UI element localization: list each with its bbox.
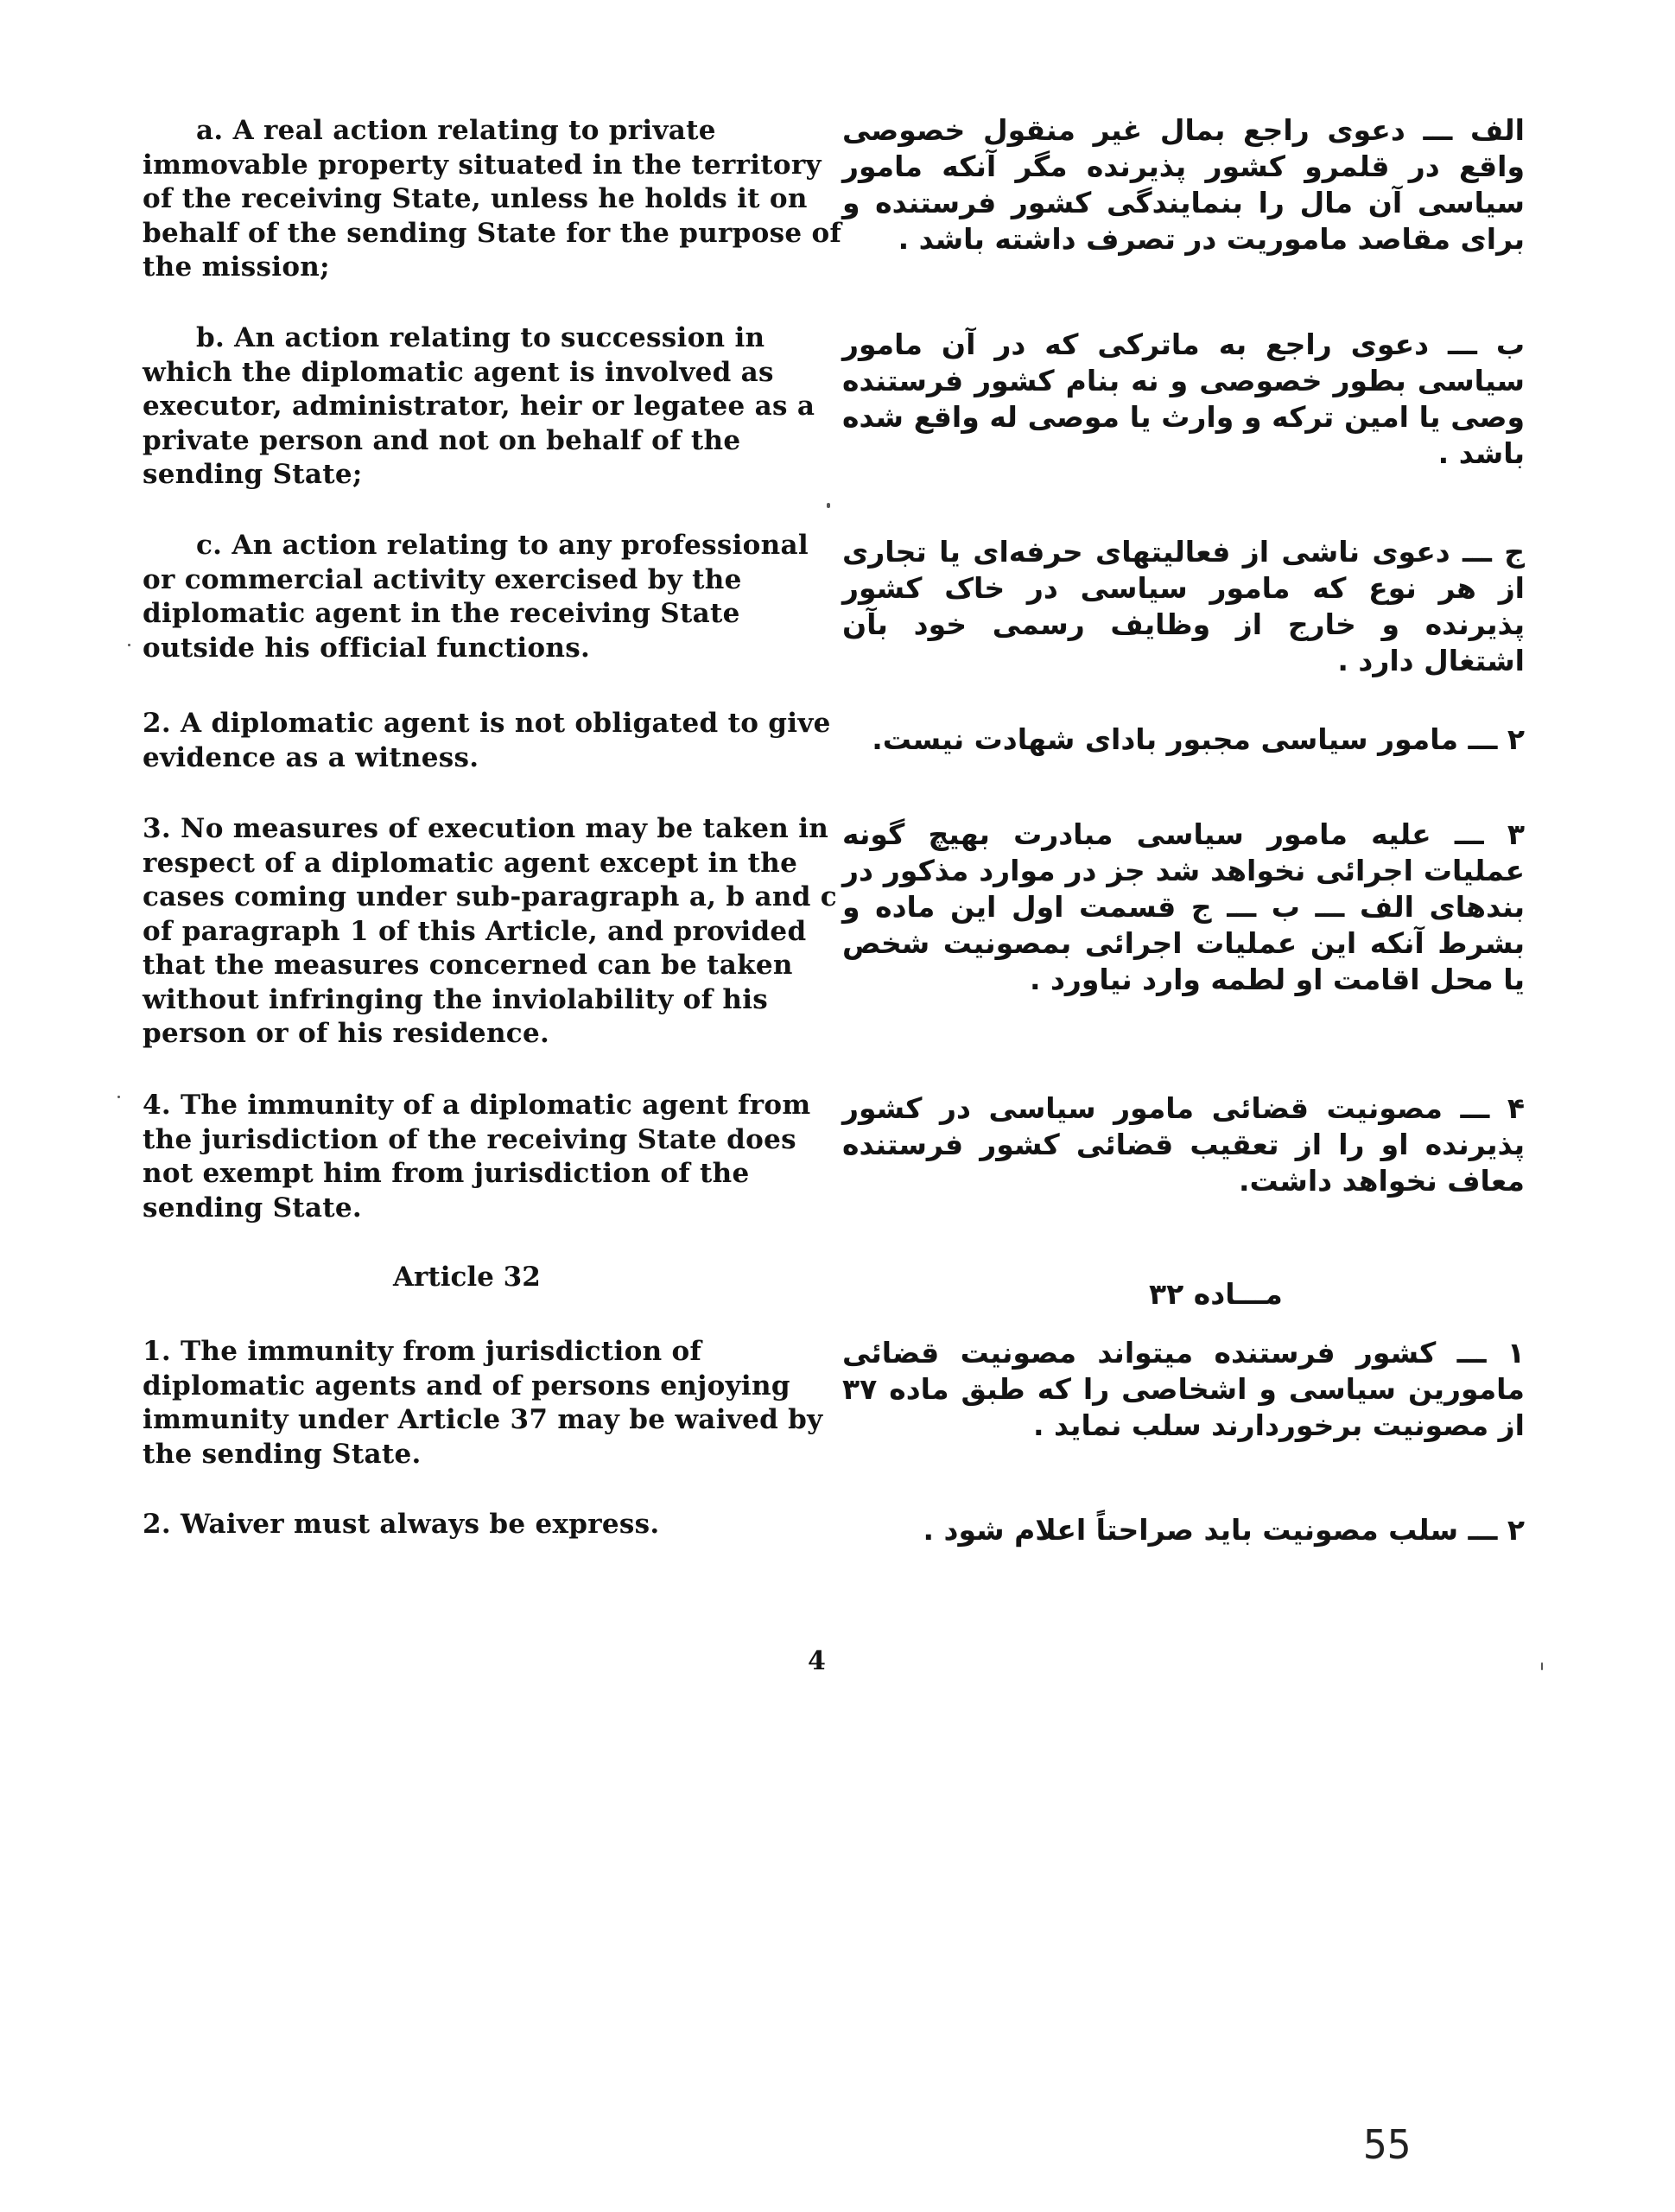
scan-speck xyxy=(128,644,130,646)
english-paragraph-3 xyxy=(143,812,842,1052)
scan-speck xyxy=(117,1096,120,1098)
page-number: 4 xyxy=(808,1646,826,1676)
scan-speck xyxy=(1541,1662,1543,1670)
persian-paragraph-4: ۴ ـــ مصونیت قضائی مامور سیاسی در کشور پذیرنده او را از تعقیب قضائی کشور فرستنده معاف نخواهد داشت. xyxy=(842,1091,1525,1198)
persian-paragraph-a: الف ـــ دعوی راجع بمال غیر منقول خصوصی واقع در قلمرو کشور پذیرنده مگر آنکه مامور سیاسی آن مال را بنمایندگی کشور فرستنده و برای مقاصد ماموریت در تصرف داشته باشد . xyxy=(842,113,1525,256)
english-paragraph-c-text: c. An action relating to any professional or commercial activity exercised by the diplomatic agent in the receiving State outside his official functions. xyxy=(143,530,809,664)
persian-article-heading: مـــاده ۳۲ xyxy=(1149,1277,1283,1311)
english-art32-paragraph-1 xyxy=(143,1335,842,1471)
folio-number: 55 xyxy=(1363,2121,1412,2168)
english-paragraph-4-text: 4. The immunity of a diplomatic agent from the jurisdiction of the receiving State does not exempt him from jurisdiction of the sending State. xyxy=(143,1090,811,1224)
english-paragraph-2 xyxy=(143,707,842,775)
english-paragraph-c xyxy=(143,529,842,665)
persian-art32-paragraph-1: ۱ ـــ کشور فرستنده میتواند مصونیت قضائی مامورین سیاسی و اشخاصی را که طبق ماده ۳۷ از مصونیت برخوردارند سلب نماید . xyxy=(842,1336,1525,1442)
english-paragraph-3-text: 3. No measures of execution may be taken in respect of a diplomatic agent except in the cases coming under sub-paragraph a, b and c of paragraph 1 of this Article, and provided that the measures concerned can be taken without infringing the inviolability of his person or of his residence. xyxy=(143,813,837,1049)
scan-speck xyxy=(827,503,830,508)
english-paragraph-b xyxy=(143,321,842,493)
english-art32-paragraph-2 xyxy=(143,1508,842,1542)
persian-paragraph-b: ب ـــ دعوی راجع به ماترکی که در آن مامور سیاسی بطور خصوصی و نه بنام کشور فرستنده وصی یا امین ترکه و وارث یا موصی له واقع شده باشد . xyxy=(842,327,1525,470)
english-paragraph-2-text: 2. A diplomatic agent is not obligated to give evidence as a witness. xyxy=(143,708,831,773)
english-art32-paragraph-2-text: 2. Waiver must always be express. xyxy=(143,1509,660,1540)
persian-paragraph-2: ۲ ـــ مامور سیاسی مجبور بادای شهادت نیست. xyxy=(872,722,1525,756)
persian-art32-paragraph-2: ۲ ـــ سلب مصونیت باید صراحتاً اعلام شود . xyxy=(923,1513,1525,1547)
english-art32-paragraph-1-text: 1. The immunity from jurisdiction of diplomatic agents and of persons enjoying immunity under Article 37 may be waived by the sending State. xyxy=(143,1336,823,1470)
english-paragraph-a-text: a. A real action relating to private immovable property situated in the territory of the receiving State, unless he holds it on behalf of the sending State for the purpose of the mission; xyxy=(143,115,842,283)
english-paragraph-a xyxy=(143,114,842,285)
english-paragraph-4 xyxy=(143,1089,842,1225)
english-article-heading: Article 32 xyxy=(393,1262,541,1293)
persian-paragraph-c: ج ـــ دعوی ناشی از فعالیتهای حرفه‌ای یا تجاری از هر نوع که مامور سیاسی در خاک کشور پذیرنده و خارج از وظایف رسمی خود بآن اشتغال دارد . xyxy=(842,535,1525,677)
persian-paragraph-3: ۳ ـــ علیه مامور سیاسی مبادرت بهیچ گونه عملیات اجرائی نخواهد شد جز در موارد مذکور در بندهای الف ـــ ب ـــ ج قسمت اول این ماده و بشرط آنکه این عملیات اجرائی بمصونیت شخص یا محل اقامت او لطمه وارد نیاورد . xyxy=(842,817,1525,996)
english-paragraph-b-text: b. An action relating to succession in which the diplomatic agent is involved as executor, administrator, heir or legatee as a private person and not on behalf of the sending State; xyxy=(143,322,815,490)
